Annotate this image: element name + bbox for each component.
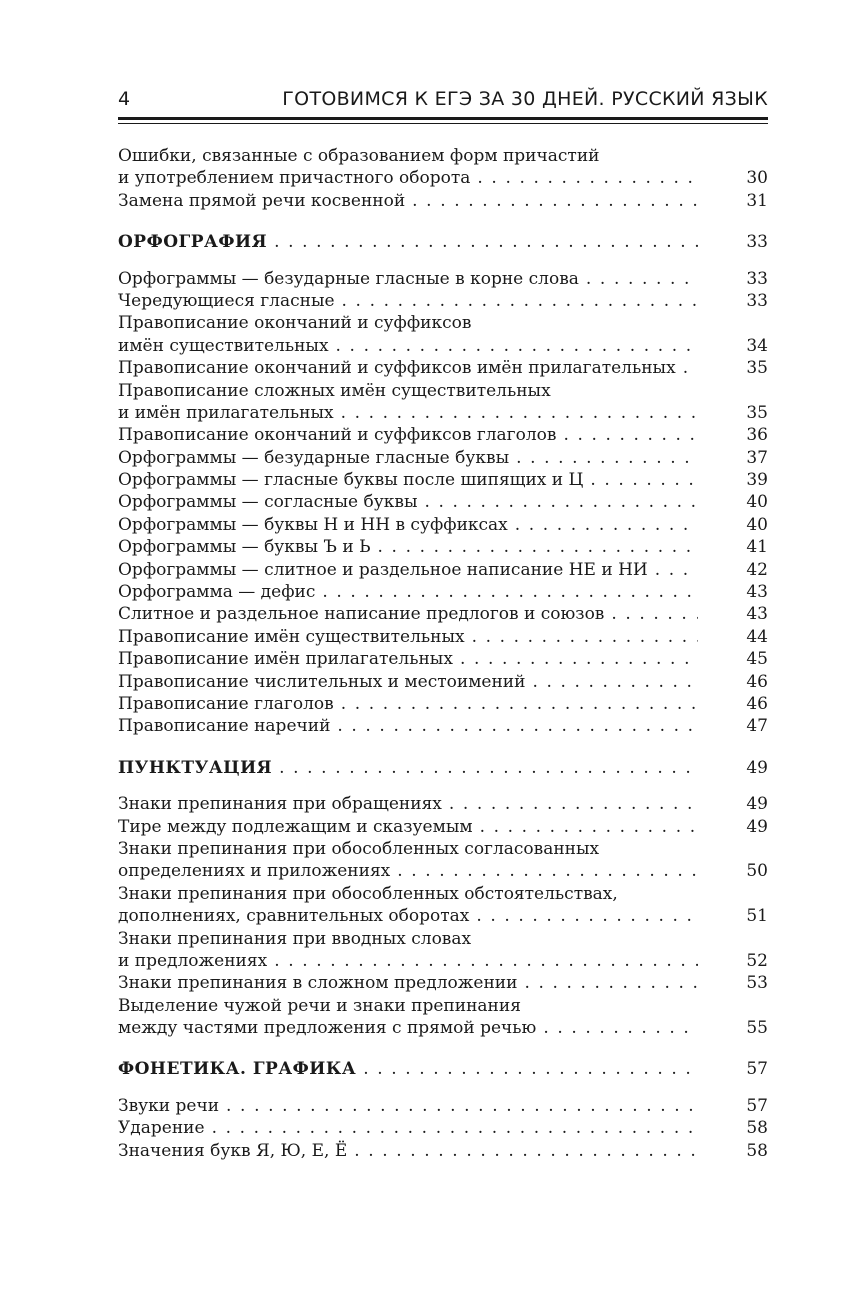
toc-entry [118,145,768,190]
toc-entry-text: Знаки препинания при обособленных обстоятельствах, [118,883,618,904]
toc-entry-text: Правописание окончаний и суффиксов [118,313,472,334]
toc-entry-text: Орфограммы — безударные гласные буквы . . . [118,447,698,469]
toc-entry-text: Орфограммы — буквы Ъ и Ь . . . [118,536,698,558]
toc-entry-text: Орфограммы — слитное и раздельное написание НЕ и НИ . . . [118,559,698,581]
toc-page-number: 49 [746,757,768,778]
toc-entry [118,1140,768,1162]
toc-entry-text: Правописание имён существительных . . . [118,626,698,648]
toc-entry-text: и употреблением причастного оборота . . . [118,167,698,189]
toc-entry [118,838,768,883]
toc-entry [118,648,768,670]
toc-entry-text: Знаки препинания при обособленных согласованных [118,838,600,859]
toc-entry-text: Выделение чужой речи и знаки препинания [118,995,521,1016]
toc-entry-text: Знаки препинания при обращениях . . . [118,793,698,815]
toc-page-number: 47 [746,716,768,737]
toc-page-number: 49 [746,816,768,837]
toc-entry-text: Правописание наречий . . . [118,715,698,737]
table-of-contents [118,145,768,1162]
toc-entry-text: ПУНКТУАЦИЯ . . . [118,757,698,779]
toc-entry-text: между частями предложения с прямой речью . . . [118,1017,698,1039]
toc-entry-text: Замена прямой речи косвенной . . . [118,190,698,212]
toc-entry [118,995,768,1040]
toc-page-number: 39 [746,470,768,491]
toc-entry-text: Знаки препинания при вводных словах [118,928,472,949]
toc-entry [118,514,768,536]
toc-page-number: 41 [746,537,768,558]
toc-page-number: 57 [746,1095,768,1116]
toc-entry-text: Знаки препинания в сложном предложении . . . [118,972,698,994]
toc-page-number: 44 [746,626,768,647]
toc-page-number: 40 [746,514,768,535]
toc-entry [118,491,768,513]
toc-page-number: 31 [746,190,768,211]
toc-entry [118,559,768,581]
toc-entry-text: Звуки речи . . . [118,1095,698,1117]
toc-page-number: 35 [746,358,768,379]
toc-entry-text: Тире между подлежащим и сказуемым . . . [118,816,698,838]
toc-entry [118,603,768,625]
toc-entry-text: Орфограммы — буквы Н и НН в суффиксах . . . [118,514,698,536]
toc-page-number: 33 [746,268,768,289]
toc-entry [118,447,768,469]
toc-entry-text: Правописание имён прилагательных . . . [118,648,698,670]
toc-page-number: 34 [746,335,768,356]
toc-entry-text: Чередующиеся гласные . . . [118,290,698,312]
toc-entry [118,883,768,928]
toc-page-number: 45 [746,649,768,670]
running-header [118,88,768,116]
toc-page-number: 52 [746,950,768,971]
toc-page-number: 42 [746,559,768,580]
toc-entry-text: Слитное и раздельное написание предлогов и союзов . . . [118,603,698,625]
toc-page-number: 58 [746,1140,768,1161]
toc-entry-text: Правописание окончаний и суффиксов глаголов . . . [118,424,698,446]
toc-section-heading [118,757,768,779]
toc-page-number: 46 [746,671,768,692]
toc-entry-text: Орфограммы — гласные буквы после шипящих и Ц . . . [118,469,698,491]
toc-page-number: 51 [746,906,768,927]
toc-page-number: 33 [746,232,768,253]
header-rule-thick [118,117,768,120]
toc-entry [118,715,768,737]
toc-page-number: 43 [746,582,768,603]
toc-entry-text: имён существительных . . . [118,335,698,357]
toc-page-number: 57 [746,1059,768,1080]
toc-entry-text: Значения букв Я, Ю, Е, Ё . . . [118,1140,698,1162]
toc-entry [118,357,768,379]
toc-page-number: 30 [746,168,768,189]
toc-page-number: 58 [746,1118,768,1139]
toc-entry [118,581,768,603]
toc-entry [118,928,768,973]
toc-entry-text: Орфограммы — согласные буквы . . . [118,491,698,513]
toc-entry [118,972,768,994]
toc-entry-text: и предложениях . . . [118,950,698,972]
toc-entry-text: Правописание сложных имён существительных [118,380,551,401]
header-rule-thin [118,123,768,124]
toc-entry-text: и имён прилагательных . . . [118,402,698,424]
toc-entry [118,793,768,815]
toc-entry-text: Правописание числительных и местоимений . . . [118,671,698,693]
toc-entry [118,671,768,693]
toc-section-heading [118,231,768,253]
toc-page-number: 49 [746,794,768,815]
toc-entry-text: определениях и приложениях . . . [118,860,698,882]
toc-entry [118,626,768,648]
toc-entry-text: Правописание окончаний и суффиксов имён прилагательных . . . [118,357,698,379]
toc-page-number: 43 [746,604,768,625]
toc-entry-text: Орфограмма — дефис . . . [118,581,698,603]
toc-entry [118,424,768,446]
toc-entry [118,312,768,357]
running-title: ГОТОВИМСЯ К ЕГЭ ЗА 30 ДНЕЙ. РУССКИЙ ЯЗЫК [282,88,768,110]
toc-entry [118,290,768,312]
toc-entry-text: ОРФОГРАФИЯ . . . [118,231,698,253]
toc-entry [118,1117,768,1139]
toc-section-heading [118,1058,768,1080]
page-number: 4 [118,88,131,110]
toc-entry [118,190,768,212]
toc-entry [118,536,768,558]
toc-page-number: 55 [746,1018,768,1039]
toc-entry [118,816,768,838]
toc-entry [118,268,768,290]
toc-page-number: 53 [746,973,768,994]
toc-entry [118,469,768,491]
toc-entry-text: дополнениях, сравнительных оборотах . . . [118,905,698,927]
toc-entry-text: Правописание глаголов . . . [118,693,698,715]
toc-entry-text: Ошибки, связанные с образованием форм причастий [118,146,600,166]
toc-entry-text: Ударение . . . [118,1117,698,1139]
toc-entry [118,380,768,425]
toc-page-number: 46 [746,693,768,714]
toc-page-number: 36 [746,425,768,446]
toc-entry [118,1095,768,1117]
toc-page-number: 33 [746,290,768,311]
toc-page-number: 37 [746,447,768,468]
toc-page-number: 50 [746,861,768,882]
toc-page-number: 40 [746,492,768,513]
toc-entry [118,693,768,715]
toc-page-number: 35 [746,402,768,423]
toc-entry-text: Орфограммы — безударные гласные в корне слова . . . [118,268,698,290]
toc-entry-text: ФОНЕТИКА. ГРАФИКА . . . [118,1058,698,1080]
